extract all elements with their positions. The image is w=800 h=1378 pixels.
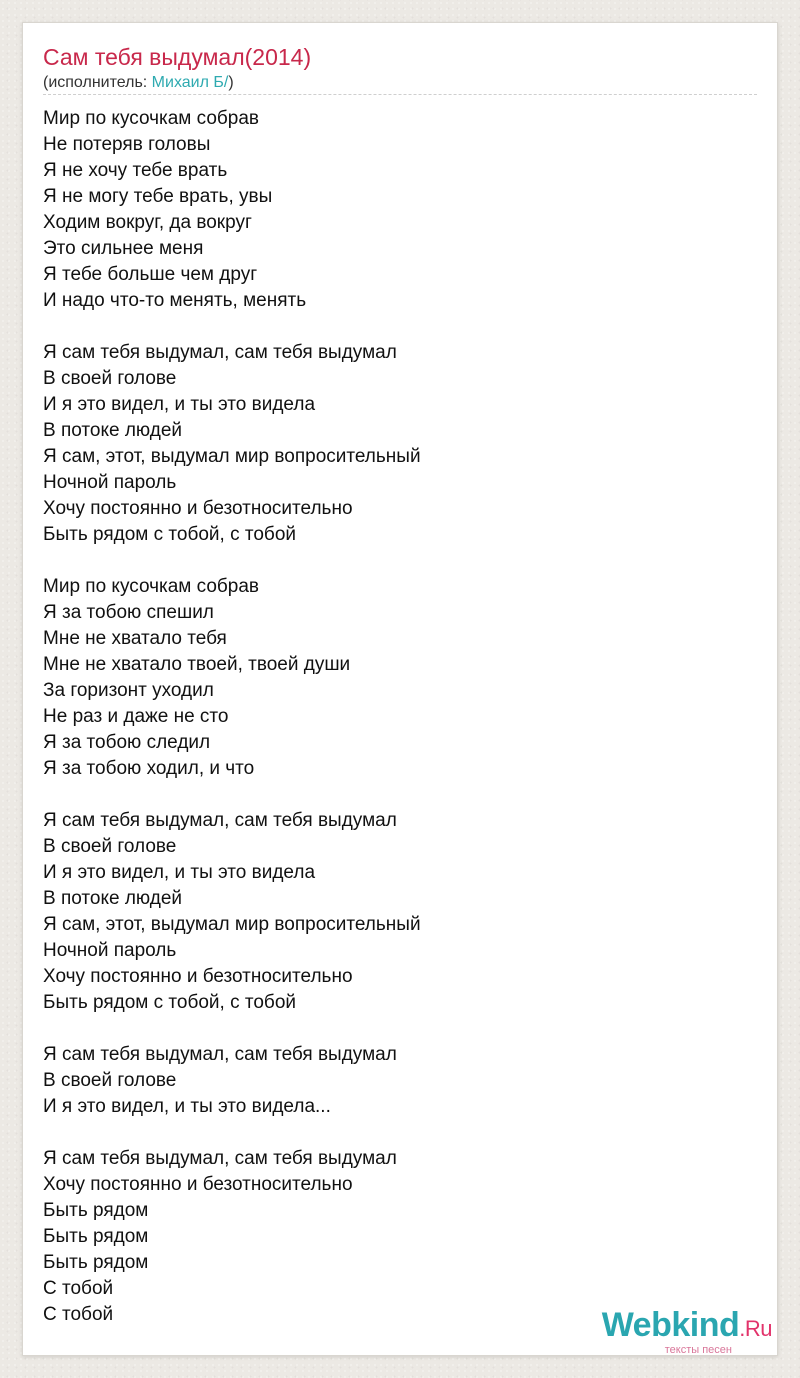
lyric-line: Не потеряв головы [43,134,211,155]
lyric-line: Ночной пароль [43,472,177,493]
lyric-line: Хочу постоянно и безотносительно [43,1174,353,1195]
lyric-line: Я тебе больше чем друг [43,264,258,285]
lyric-line: И надо что-то менять, менять [43,290,307,311]
lyric-line: Хочу постоянно и безотносительно [43,498,353,519]
artist-prefix: (исполнитель: [43,74,152,91]
artist-suffix: ) [228,74,234,91]
logo-wordmark [602,1308,772,1346]
lyric-line: В своей голове [43,368,177,389]
lyric-line: Я сам, этот, выдумал мир вопросительный [43,914,421,935]
lyrics-text [43,106,421,1328]
lyric-line: В своей голове [43,1070,177,1091]
stanza-gap [43,548,421,574]
lyric-line: В потоке людей [43,888,183,909]
logo-brand: Webkind [601,1306,740,1344]
lyric-line: Быть рядом с тобой, с тобой [43,992,296,1013]
lyric-line: Быть рядом [43,1200,149,1221]
stanza-gap [43,314,421,340]
lyric-line: Я сам тебя выдумал, сам тебя выдумал [43,810,397,831]
lyric-line: Я сам, этот, выдумал мир вопросительный [43,446,421,467]
lyric-line: И я это видел, и ты это видела [43,394,316,415]
lyric-line: Я за тобою следил [43,732,211,753]
lyric-line: Я не хочу тебе врать [43,160,228,181]
logo-tld: .Ru [739,1316,772,1341]
lyric-line: Мне не хватало тебя [43,628,227,649]
lyric-line: Это сильнее меня [43,238,204,259]
stanza-gap [43,1016,421,1042]
lyric-line: И я это видел, и ты это видела [43,862,316,883]
artist-link[interactable]: Михаил Б/ [151,74,229,91]
lyric-line: Не раз и даже не сто [43,706,229,727]
lyric-line: И я это видел, и ты это видела... [43,1096,331,1117]
lyric-line: Мир по кусочкам собрав [43,108,260,129]
song-title: Сам тебя выдумал(2014) [43,44,312,70]
lyric-line: Я сам тебя выдумал, сам тебя выдумал [43,1044,397,1065]
lyric-line: За горизонт уходил [43,680,214,701]
lyric-line: Я за тобою спешил [43,602,214,623]
lyric-line: Быть рядом [43,1252,149,1273]
stanza-gap [43,782,421,808]
lyric-line: Я сам тебя выдумал, сам тебя выдумал [43,1148,397,1169]
lyric-line: С тобой [43,1278,114,1299]
lyric-line: Ночной пароль [43,940,177,961]
lyric-line: В потоке людей [43,420,183,441]
lyric-line: Быть рядом [43,1226,149,1247]
lyric-line: Хочу постоянно и безотносительно [43,966,353,987]
lyric-line: Я за тобою ходил, и что [43,758,255,779]
lyric-line: Я сам тебя выдумал, сам тебя выдумал [43,342,397,363]
lyric-line: Ходим вокруг, да вокруг [43,212,252,233]
lyric-line: Мне не хватало твоей, твоей души [43,654,351,675]
artist-line [43,74,757,95]
webkind-logo [602,1308,772,1356]
lyric-line: Мир по кусочкам собрав [43,576,260,597]
lyric-line: В своей голове [43,836,177,857]
lyrics-card [22,22,778,1356]
lyric-line: Быть рядом с тобой, с тобой [43,524,296,545]
stanza-gap [43,1120,421,1146]
logo-tagline: тексты песен [664,1344,732,1356]
lyric-line: С тобой [43,1304,114,1325]
lyric-line: Я не могу тебе врать, увы [43,186,273,207]
